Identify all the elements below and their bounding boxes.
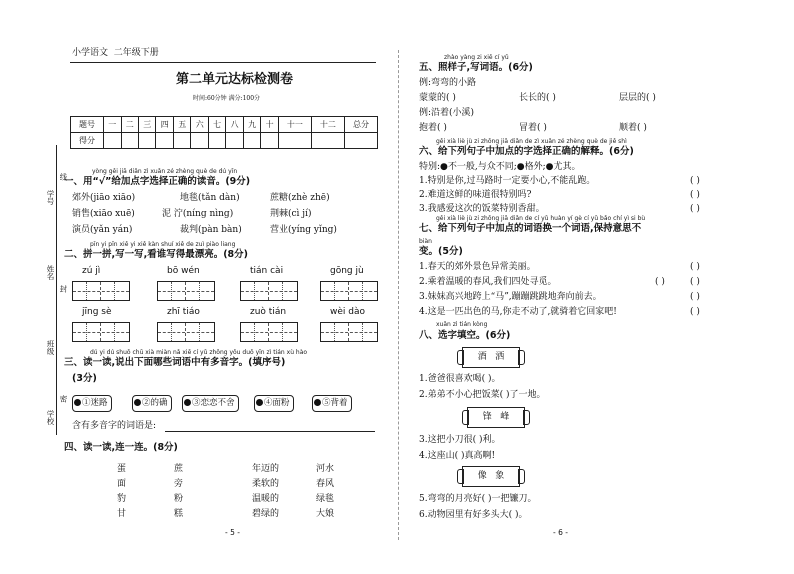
- s3-answer-label: 含有多音字的词语是:: [72, 421, 157, 431]
- s2-title: 二、拼一拼,写一写,看谁写得最漂亮。(8分): [64, 249, 249, 260]
- match-word[interactable]: 河水: [316, 464, 335, 474]
- score-table-header-cell: 六: [191, 117, 208, 133]
- match-word[interactable]: 蔗: [174, 464, 184, 474]
- s2-pinyin-prompt: zhī tiáo: [167, 307, 200, 317]
- s5-item: 层层的( ): [619, 93, 656, 103]
- subject: 小学语文: [72, 48, 109, 58]
- match-word[interactable]: 柔软的: [252, 479, 280, 489]
- s8-char-choice-3: 像 象: [462, 466, 520, 487]
- s1-item: 演员(yǎn yán): [72, 225, 133, 235]
- score-table-header-cell: 九: [243, 117, 260, 133]
- score-table-header-cell: 一: [104, 117, 121, 133]
- s2-pinyin: pīn yi pīn xiě yi xiě kàn shuí xiě de zuì piào liang: [90, 241, 236, 248]
- s7-title: 七、给下列句子中加点的词语换一个词语,保持意思不: [419, 223, 642, 234]
- s2-pinyin-prompt: bō wén: [167, 266, 200, 276]
- s5-example-1: 例:弯弯的小路: [419, 78, 477, 88]
- s2-pinyin-prompt: zú jì: [82, 266, 101, 276]
- s7-answer-blank[interactable]: ( ): [690, 262, 700, 272]
- writing-grid[interactable]: [240, 322, 298, 342]
- s3-title: 三、读一读,说出下面哪些词语中有多音字。(填序号): [64, 357, 286, 368]
- binding-mark-feng: 封: [59, 285, 68, 293]
- s7-pinyin-2: biàn: [419, 238, 432, 245]
- s5-title: 五、照样子,写词语。(6分): [419, 62, 533, 73]
- s5-item: 长长的( ): [519, 93, 556, 103]
- s7-question: 1.春天的郊外景色异常美丽。: [419, 262, 536, 272]
- binding-label-xuehao: 学号: [46, 190, 55, 205]
- score-table-header-cell: 二: [121, 117, 138, 133]
- s3-pinyin: dú yi dú shuō chū xià miàn nǎ xiē cí yǔ zhōng yǒu duō yīn zì tián xù hào: [90, 349, 308, 356]
- s8-question: 2.弟弟不小心把饭菜( )了一地。: [419, 390, 546, 400]
- s7-title-2: 变。(5分): [419, 246, 463, 257]
- s2-pinyin-prompt: gōng jù: [330, 266, 364, 276]
- writing-grid[interactable]: [72, 281, 130, 301]
- s1-title: 一、用“√”给加点字选择正确的读音。(9分): [64, 176, 251, 187]
- subject-grade-header: [72, 48, 159, 59]
- score-cell[interactable]: [173, 133, 190, 149]
- score-table-header-cell: 总分: [344, 117, 377, 133]
- s1-item: 荆棘(cì jí): [270, 209, 312, 219]
- s2-pinyin-prompt: wèi dào: [330, 307, 365, 317]
- match-word[interactable]: 温暖的: [252, 494, 280, 504]
- s5-item: 蒙蒙的( ): [419, 93, 456, 103]
- s1-item: 地毯(tǎn dàn): [180, 193, 240, 203]
- page-number-right: - 6 -: [553, 528, 568, 537]
- s2-pinyin-prompt: tián cài: [250, 266, 284, 276]
- score-table-header-cell: 四: [156, 117, 173, 133]
- score-cell[interactable]: [208, 133, 225, 149]
- s3-option: ②的确: [132, 395, 172, 412]
- score-cell[interactable]: [311, 133, 344, 149]
- s1-item: 销售(xiāo xuē): [72, 209, 135, 219]
- page-number-left: - 5 -: [225, 528, 240, 537]
- s8-question: 4.这座山( )真高啊!: [419, 451, 496, 461]
- s1-item: 郊外(jiāo xiāo): [72, 193, 136, 203]
- s8-char-choice-1: 酒 洒: [462, 347, 520, 368]
- s6-answer-blank[interactable]: ( ): [690, 204, 700, 214]
- s8-question: 6.动物园里有好多头大( )。: [419, 510, 528, 520]
- score-cell[interactable]: [344, 133, 377, 149]
- exam-meta: 时间:60分钟 满分:100分: [193, 95, 261, 102]
- score-table-header-cell: 八: [226, 117, 243, 133]
- match-word[interactable]: 春风: [316, 479, 335, 489]
- s8-question: 5.弯弯的月亮好( )一把镰刀。: [419, 494, 537, 504]
- score-table: [70, 116, 378, 149]
- s7-pinyin: gěi xià liè jù zi zhōng jiā diǎn de cí yǔ huàn yí gè cí yǔ bǎo chí yì si bù: [436, 215, 646, 222]
- score-table-header-cell: 三: [139, 117, 156, 133]
- s5-item: 顺着( ): [619, 123, 647, 133]
- s8-pinyin: xuǎn zì tián kòng: [436, 321, 488, 328]
- s3-option: ⑤背着: [312, 395, 352, 412]
- match-word[interactable]: 旁: [174, 479, 184, 489]
- s6-answer-blank[interactable]: ( ): [690, 190, 700, 200]
- s1-item: 裁判(pàn bàn): [180, 225, 242, 235]
- binding-mark-mi: 密: [59, 395, 68, 403]
- s5-example-2: 例:沿着(小溪): [419, 108, 475, 118]
- match-word[interactable]: 面: [117, 479, 127, 489]
- score-table-header-cell: 题号: [71, 117, 104, 133]
- s7-answer-blank[interactable]: ( ): [690, 277, 700, 287]
- score-table-row-label: 得分: [71, 133, 104, 149]
- page-divider: [398, 50, 399, 540]
- header-rule: [70, 62, 376, 63]
- s8-char-choice-2: 锋 峰: [467, 407, 525, 428]
- s8-question: 3.这把小刀很( )利。: [419, 435, 501, 445]
- writing-grid[interactable]: [157, 281, 215, 301]
- s7-answer-blank[interactable]: ( ): [690, 307, 700, 317]
- score-cell[interactable]: [278, 133, 311, 149]
- s3-answer-line[interactable]: [165, 431, 375, 432]
- match-word[interactable]: 糕: [174, 509, 184, 519]
- binding-label-xingming: 姓名: [46, 265, 55, 280]
- s5-item: 冒着( ): [519, 123, 547, 133]
- binding-mark-xian: 线: [59, 173, 68, 181]
- s2-pinyin-prompt: zuò tián: [250, 307, 287, 317]
- s3-option: ①迷路: [72, 395, 112, 412]
- s6-question: 2.难道这鲜的味道很特别吗?: [419, 190, 532, 200]
- s1-item: 泥 泞(níng nìng): [162, 209, 234, 219]
- s7-question: 3.妹妹高兴地跨上“马”,蹦蹦跳跳地奔向前去。: [419, 292, 602, 302]
- s7-answer-blank[interactable]: ( ): [690, 292, 700, 302]
- s8-question: 1.爸爸很喜欢喝( )。: [419, 374, 501, 384]
- match-word[interactable]: 甘: [117, 509, 127, 519]
- s1-item: 蔗糖(zhè zhē): [270, 193, 330, 203]
- s7-question: 4.这是一匹出色的马,你走不动了,就骑着它回家吧!: [419, 307, 617, 317]
- score-table-header-row: [71, 117, 378, 133]
- binding-label-xuexiao: 学校: [46, 410, 55, 425]
- s1-item: 营业(yíng yǐng): [270, 225, 337, 235]
- writing-grid[interactable]: [320, 322, 378, 342]
- writing-grid[interactable]: [320, 281, 378, 301]
- score-table-score-row: [71, 133, 378, 149]
- score-cell[interactable]: [104, 133, 121, 149]
- match-word[interactable]: 蛋: [117, 464, 127, 474]
- match-word[interactable]: 碧绿的: [252, 509, 280, 519]
- score-table-header-cell: 十二: [311, 117, 344, 133]
- s5-item: 抱着( ): [419, 123, 447, 133]
- score-cell[interactable]: [191, 133, 208, 149]
- match-word[interactable]: 大娘: [316, 509, 335, 519]
- s6-pinyin: gěi xià liè jù zi zhōng jiā diǎn de zì xuǎn zé zhèng què de jiě shì: [436, 138, 627, 145]
- s2-pinyin-prompt: jīng sè: [82, 307, 112, 317]
- score-table-header-cell: 十一: [278, 117, 311, 133]
- s7-answer-blank[interactable]: ( ): [655, 277, 665, 287]
- match-word[interactable]: 粉: [174, 494, 184, 504]
- score-cell[interactable]: [261, 133, 278, 149]
- s8-title: 八、选字填空。(6分): [419, 330, 511, 341]
- writing-grid[interactable]: [240, 281, 298, 301]
- score-table-header-cell: 十: [261, 117, 278, 133]
- writing-grid[interactable]: [72, 322, 130, 342]
- score-cell[interactable]: [121, 133, 138, 149]
- score-cell[interactable]: [139, 133, 156, 149]
- s6-note: 特别:●不一般,与众不同;●格外;●尤其。: [419, 162, 581, 172]
- score-cell[interactable]: [156, 133, 173, 149]
- s3-option: ④面粉: [254, 395, 294, 412]
- s6-title: 六、给下列句子中加点的字选择正确的解释。(6分): [419, 146, 634, 157]
- s4-title: 四、读一读,连一连。(8分): [64, 442, 178, 453]
- score-table-header-cell: 七: [208, 117, 225, 133]
- s3-option: ③恋恋不舍: [182, 395, 239, 412]
- binding-line: [56, 145, 57, 435]
- exam-title: 第二单元达标检测卷: [176, 72, 294, 87]
- s1-pinyin: yòng gěi jiā diǎn zì xuǎn zé zhèng què de dú yīn: [92, 168, 238, 175]
- writing-grid[interactable]: [157, 322, 215, 342]
- score-table-header-cell: 五: [173, 117, 190, 133]
- match-word[interactable]: 绿毯: [316, 494, 335, 504]
- match-word[interactable]: 年迈的: [252, 464, 280, 474]
- grade: 二年级下册: [113, 48, 159, 58]
- score-cell[interactable]: [226, 133, 243, 149]
- s5-pinyin: zhào yàng zi xiě cí yǔ: [444, 54, 509, 61]
- match-word[interactable]: 豹: [117, 494, 127, 504]
- score-cell[interactable]: [243, 133, 260, 149]
- s6-question: 3.我感爱这次的饭菜特别香甜。: [419, 204, 545, 214]
- s6-question: 1.特别是你,过马路时一定要小心,不能乱跑。: [419, 176, 596, 186]
- binding-label-banji: 班级: [46, 340, 55, 355]
- s6-answer-blank[interactable]: ( ): [690, 176, 700, 186]
- s3-score: (3分): [72, 373, 97, 384]
- s7-question: 2.乘着温暖的春风,我们四处寻觅。: [419, 277, 557, 287]
